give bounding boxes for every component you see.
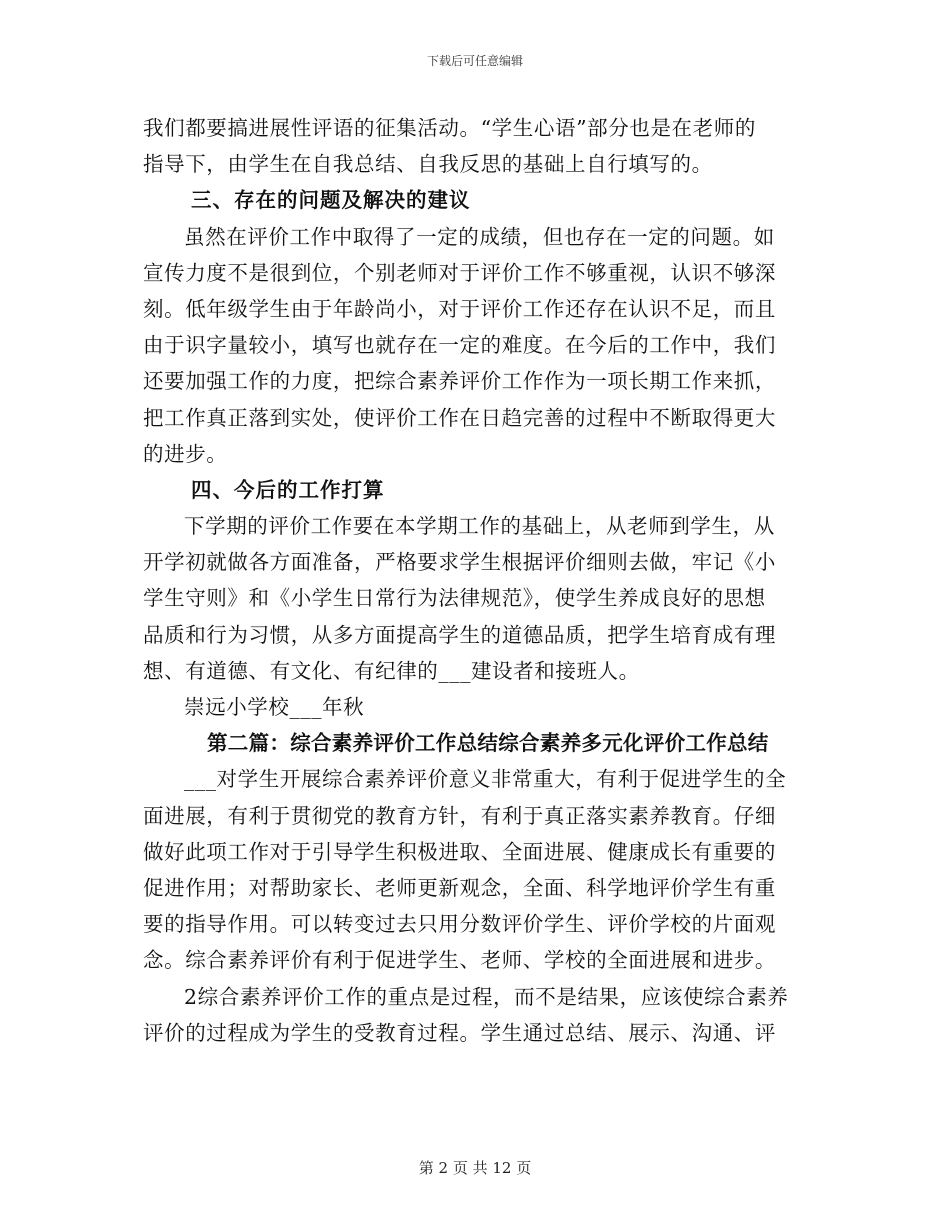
body-line: 虽然在评价工作中取得了一定的成绩，但也存在一定的问题。如: [184, 224, 775, 249]
document-body: [143, 110, 811, 1051]
body-line: 把工作真正落到实处，使评价工作在日趋完善的过程中不断取得更大: [143, 405, 776, 430]
body-line: 面进展，有利于贯彻党的教育方针，有利于真正落实素养教育。仔细: [143, 803, 776, 828]
body-line: 刻。低年级学生由于年龄尚小，对于评价工作还存在认识不足，而且: [143, 296, 776, 321]
chapter-title: 第二篇：综合素养评价工作总结综合素养多元化评价工作总结: [207, 731, 769, 756]
body-line: ___对学生开展综合素养评价意义非常重大，有利于促进学生的全: [184, 767, 787, 792]
signature-line: 崇远小学校___年秋: [184, 695, 365, 719]
section-heading-3: 三、存在的问题及解决的建议: [191, 188, 471, 213]
body-line: 评价的过程成为学生的受教育过程。学生通过总结、展示、沟通、评: [143, 1020, 776, 1045]
body-line: 品质和行为习惯，从多方面提高学生的道德品质，把学生培育成有理: [143, 622, 776, 647]
section-heading-4: 四、今后的工作打算: [191, 477, 385, 502]
body-line: 开学初就做各方面准备，严格要求学生根据评价细则去做，牢记《小: [143, 550, 776, 575]
body-line: 念。综合素养评价有利于促进学生、老师、学校的全面进展和进步。: [143, 948, 776, 973]
body-line: 下学期的评价工作要在本学期工作的基础上，从老师到学生，从: [184, 514, 775, 539]
body-line: 指导下，由学生在自我总结、自我反思的基础上自行填写的。: [143, 152, 713, 177]
body-line: 我们都要搞进展性评语的征集活动。“学生心语”部分也是在老师的: [143, 116, 756, 140]
body-line: 要的指导作用。可以转变过去只用分数评价学生、评价学校的片面观: [143, 912, 776, 937]
body-line: 2综合素养评价工作的重点是过程，而不是结果，应该使综合素养: [184, 984, 789, 1009]
page-header-note: 下载后可任意编辑: [426, 54, 523, 68]
body-line: 做好此项工作对于引导学生积极进取、全面进展、健康成长有重要的: [143, 839, 776, 864]
body-line: 的进步。: [143, 441, 228, 466]
body-line: 想、有道德、有文化、有纪律的___建设者和接班人。: [143, 658, 640, 683]
body-line: 还要加强工作的力度，把综合素养评价工作作为一项长期工作来抓，: [143, 369, 776, 394]
body-line: 宣传力度不是很到位，个别老师对于评价工作不够重视，认识不够深: [143, 260, 776, 285]
body-line: 学生守则》和《小学生日常行为法律规范》，使学生养成良好的思想: [143, 586, 766, 611]
body-line: 促进作用；对帮助家长、老师更新观念，全面、科学地评价学生有重: [143, 875, 776, 900]
body-line: 由于识字量较小，填写也就存在一定的难度。在今后的工作中，我们: [143, 333, 776, 358]
page-number: 第 2 页 共 12 页: [418, 1159, 532, 1177]
